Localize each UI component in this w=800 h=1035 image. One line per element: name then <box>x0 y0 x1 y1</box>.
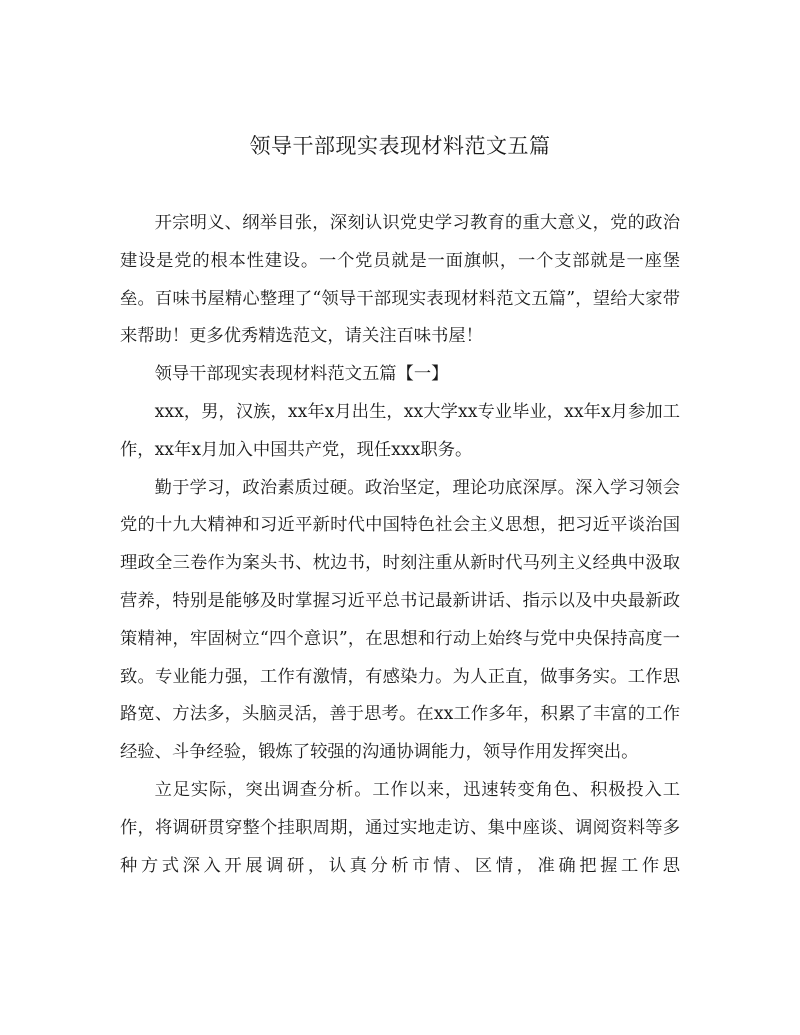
document-body <box>120 205 680 885</box>
section-heading: 领导干部现实表现材料范文五篇【一】 <box>154 364 449 385</box>
intro-paragraph: 开宗明义、纲举目张，深刻认识党史学习教育的重大意义，党的政治建设是党的根本性建设。一个党员就是一面旗帜，一个支部就是一座堡垒。百味书屋精心整理了“领导干部现实表现材料范文五篇”，望给大家带来帮助！更多优秀精选范文，请关注百味书屋！ <box>120 213 680 347</box>
document-title: 领导干部现实表现材料范文五篇 <box>249 134 551 158</box>
body-paragraph-study: 勤于学习，政治素质过硬。政治坚定，理论功底深厚。深入学习领会党的十九大精神和习近平新时代中国特色社会主义思想，把习近平谈治国理政全三卷作为案头书、枕边书，时刻注重从新时代马列主义经典中汲取营养，特别是能够及时掌握习近平总书记最新讲话、指示以及中央最新政策精神，牢固树立“四个意识”，在思想和行动上始终与党中央保持高度一致。专业能力强，工作有激情，有感染力。为人正直，做事务实。工作思路宽、方法多，头脑灵活，善于思考。在xx工作多年，积累了丰富的工作经验、斗争经验，锻炼了较强的沟通协调能力，领导作用发挥突出。 <box>120 477 680 763</box>
body-paragraph-research: 立足实际，突出调查分析。工作以来，迅速转变角色、积极投入工作，将调研贯穿整个挂职周期，通过实地走访、集中座谈、调阅资料等多种方式深入开展调研，认真分析市情、区情，准确把握工作思 <box>120 779 680 876</box>
body-paragraph-profile: xxx，男，汉族，xx年x月出生，xx大学xx专业毕业，xx年x月参加工作，xx年x月加入中国共产党，现任xxx职务。 <box>120 401 680 460</box>
